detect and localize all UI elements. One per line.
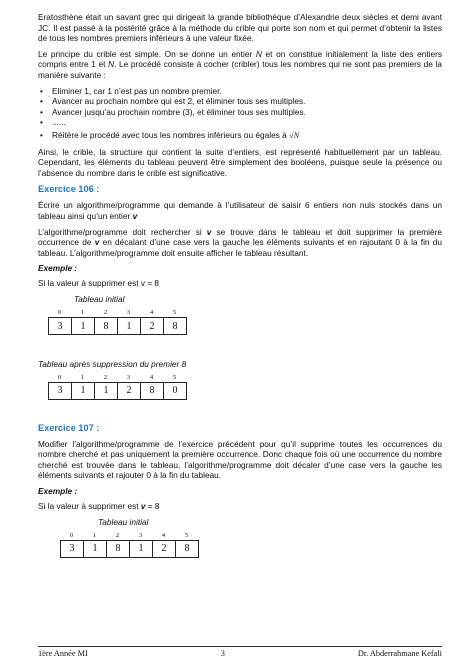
ex106-text-4: en décalant d’une case vers la gauche les éléments suivants et en rajoutant 0 à la fin du tableau. L’algorithme/programme doit ensuite afficher le tableau résultant. bbox=[38, 237, 443, 258]
index-cell: 5 bbox=[172, 373, 177, 381]
table-cell: 3 bbox=[61, 541, 84, 557]
ex107-example-text-2: = 8 bbox=[145, 500, 160, 511]
index-cell: 5 bbox=[184, 531, 189, 539]
table-cell: 2 bbox=[153, 541, 176, 557]
exercise-106-example-text: Si la valeur à supprimer est v = 8 bbox=[38, 277, 160, 288]
table-cell: 8 bbox=[184, 543, 190, 555]
exercise-107-example-label: Exemple : bbox=[38, 486, 78, 497]
principle-text-3: . Le procédé consiste à cocher (cribler) tous les nombres qui ne sont pas premiers de la manière suivante : bbox=[38, 59, 442, 80]
list-item bbox=[38, 96, 442, 107]
ex106-v3: v bbox=[94, 237, 100, 248]
index-cell: 0 bbox=[57, 373, 62, 381]
table1-caption: Tableau initial bbox=[74, 294, 125, 305]
steps-list bbox=[38, 86, 442, 142]
intro-paragraph: Eratosthène était un savant grec qui dirigeait la grande bibliothèque d’Alexandrie deux siècles et demi avant JC. Il est passé à la postérité grâce à la méthode du crible qui porte son nom et qui permet d’obtenir la listes de tous les nombres premiers inférieurs à une valeur fixée. bbox=[38, 12, 442, 44]
index-cell: 4 bbox=[149, 373, 154, 381]
bullet-icon: • bbox=[40, 117, 43, 128]
table-cell: 8 bbox=[95, 318, 118, 334]
list-item-text: Avancer au prochain nombre qui est 2, et éliminer tous ses multiples. bbox=[52, 96, 306, 107]
list-item bbox=[38, 130, 442, 142]
table-cell: 0 bbox=[172, 385, 178, 397]
index-cell: 4 bbox=[149, 309, 154, 317]
table-cell: 8 bbox=[141, 383, 164, 399]
table3-values bbox=[60, 540, 199, 558]
table2-caption: Tableau après suppression du premier 8 bbox=[38, 359, 187, 370]
index-cell: 5 bbox=[172, 309, 177, 317]
table-cell: 1 bbox=[72, 318, 95, 334]
ex106-v: v bbox=[132, 210, 138, 221]
sqrt-n: √N bbox=[289, 130, 300, 140]
list-item-text: ...... bbox=[52, 117, 66, 128]
index-cell: 1 bbox=[92, 531, 97, 539]
ex106-text-3: se trouve dans le tableau et doit supprimer la première occurrence de bbox=[38, 226, 442, 248]
bullet-icon: • bbox=[40, 129, 43, 140]
exercise-107-title: Exercice 107 : bbox=[38, 422, 100, 433]
table-cell: 2 bbox=[118, 383, 141, 399]
ex106-text-1: Écrire un algorithme/programme qui demande à l’utilisateur de saisir 6 entiers non nuls stockés dans un tableau ainsi qu’un entier bbox=[38, 200, 442, 221]
index-cell: 4 bbox=[161, 531, 166, 539]
index-cell: 2 bbox=[115, 531, 120, 539]
bullet-icon: • bbox=[40, 106, 43, 117]
footer-author: Dr. Abderrahmane Kefali bbox=[357, 649, 442, 658]
ex106-text-2: L’algorithme/programme doit rechercher si bbox=[38, 226, 207, 237]
bullet-icon: • bbox=[40, 96, 43, 107]
list-item bbox=[38, 86, 442, 97]
index-cell: 1 bbox=[80, 309, 85, 317]
table3-indices bbox=[60, 532, 442, 540]
index-cell: 3 bbox=[126, 309, 131, 317]
index-cell: 3 bbox=[138, 531, 143, 539]
principle-text-1: Le principe du crible est simple. On se donne un entier bbox=[38, 48, 256, 59]
table3-caption: Tableau initial bbox=[98, 517, 149, 528]
list-item-text: Avancer jusqu’au prochain nombre (3), et éliminer tous ses multiples. bbox=[52, 106, 306, 117]
principle-N-2: N bbox=[108, 59, 115, 70]
ex107-example-v: v bbox=[140, 500, 146, 511]
exercise-107-example-text bbox=[38, 501, 442, 512]
table1-values bbox=[48, 317, 187, 335]
table-cell: 8 bbox=[172, 320, 178, 332]
table-cell: 1 bbox=[72, 383, 95, 399]
principle-N: N bbox=[255, 48, 262, 59]
table-cell: 1 bbox=[95, 383, 118, 399]
table-cell: 1 bbox=[130, 541, 153, 557]
table-cell: 2 bbox=[141, 318, 164, 334]
exercise-106-description bbox=[38, 227, 442, 259]
list-item bbox=[38, 117, 442, 128]
footer-course: 1ère Année MI bbox=[38, 649, 88, 658]
exercise-106-title: Exercice 106 : bbox=[38, 184, 100, 195]
principle-paragraph bbox=[38, 49, 442, 81]
index-cell: 0 bbox=[57, 309, 62, 317]
table2-indices bbox=[48, 374, 442, 382]
index-cell: 3 bbox=[126, 373, 131, 381]
page-footer bbox=[38, 646, 442, 658]
table-cell: 3 bbox=[49, 383, 72, 399]
table-cell: 1 bbox=[84, 541, 107, 557]
table-cell: 1 bbox=[118, 318, 141, 334]
exercise-107-statement: Modifier l’algorithme/programme de l’exercice précédent pour qu’il supprime toutes les occurrences du nombre cherché et pas uniquement la première occurrence. Donc chaque fois où une occurrence du nombre cherché est trouvée dans le tableau, l’algorithme/programme doit décaler d’une case vers la gauche les éléments suivants et rajouter 0 à la fin du tableau. bbox=[38, 438, 442, 481]
table1-indices bbox=[48, 309, 442, 317]
table2-values bbox=[48, 382, 187, 400]
list-item-text: Réitère le procédé avec tous les nombres inférieurs ou égales à bbox=[52, 129, 290, 140]
ex107-example-text-1: Si la valeur à supprimer est bbox=[38, 500, 141, 511]
exercise-106-statement bbox=[38, 200, 442, 221]
bullet-icon: • bbox=[40, 85, 43, 96]
index-cell: 2 bbox=[103, 373, 108, 381]
footer-page-number: 3 bbox=[220, 649, 225, 658]
structure-paragraph: Ainsi, le crible, la structure qui contient la suite d’entiers, est représenté habituellement par un tableau. Cependant, les éléments du tableau peuvent être simplement des booléens, puisque seule la présence ou l’absence du nombre dans le crible est significative. bbox=[38, 146, 442, 178]
table-cell: 8 bbox=[107, 541, 130, 557]
index-cell: 0 bbox=[69, 531, 74, 539]
table-cell: 3 bbox=[49, 318, 72, 334]
ex106-v2: v bbox=[206, 226, 212, 237]
list-item bbox=[38, 107, 442, 118]
document-page bbox=[38, 12, 442, 558]
exercise-106-example-label: Exemple : bbox=[38, 263, 78, 274]
principle-text-2: et on constitue initialement la liste des entiers compris entre 1 et bbox=[38, 48, 442, 70]
index-cell: 1 bbox=[80, 373, 85, 381]
list-item-text: Eliminer 1, car 1 n’est pas un nombre premier. bbox=[52, 85, 222, 96]
index-cell: 2 bbox=[103, 309, 108, 317]
